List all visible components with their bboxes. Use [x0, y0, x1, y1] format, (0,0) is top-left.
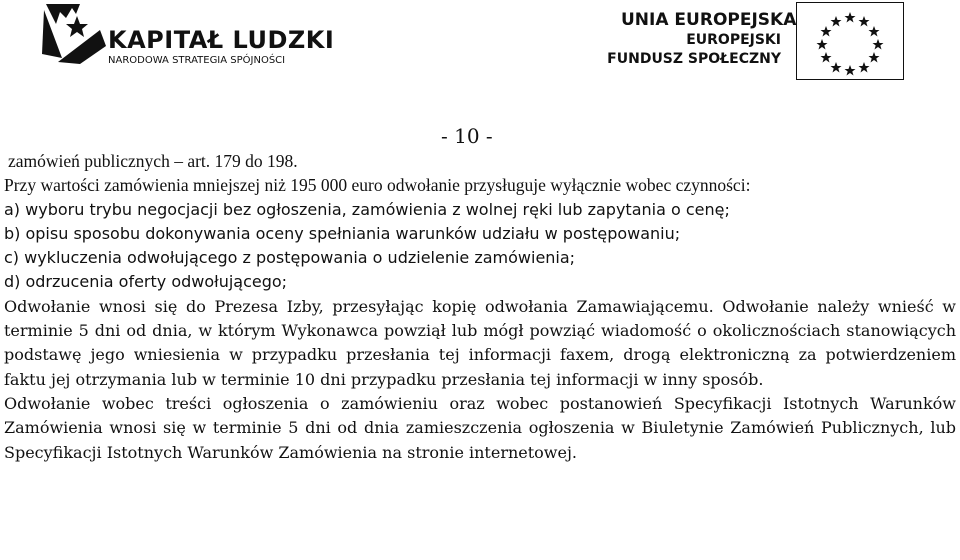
final-paragraph: Odwołanie wobec treści ogłoszenia o zamówieniu oraz wobec postanowień Specyfikacji Istotnych Warunków Zamówienia wnosi się w terminie 5 dni od dnia zamieszczenia ogłoszenia w Biuletynie Zamówień Publicznych, lub Specyfikacji Istotnych Warunków Zamówienia na stronie internetowej. [4, 393, 956, 462]
eu-flag-icon [796, 2, 904, 80]
page-header [0, 0, 960, 120]
kapital-ludzki-subtitle: NARODOWA STRATEGIA SPÓJNOŚCI [108, 55, 286, 66]
list-item: b) opisu sposobu dokonywania oceny spełniania warunków udziału w postępowaniu; [4, 223, 681, 243]
appeal-paragraph: Odwołanie wnosi się do Prezesa Izby, przesyłając kopię odwołania Zamawiającemu. Odwołanie należy wnieść w terminie 5 dni od dnia, w którym Wykonawca powziął lub mógł powziąć wiadomość o okolicznościach stanowiących podstawę jego wniesienia w przypadku przesłania tej informacji faxem, drogą elektroniczną za potwierdzeniem faktu jej otrzymania lub w terminie 10 dni przypadku przesłania tej informacji w inny sposób. [4, 296, 956, 389]
kapital-ludzki-logo-icon [40, 2, 108, 66]
kapital-ludzki-title: KAPITAŁ LUDZKI [108, 26, 335, 54]
list-item: a) wyboru trybu negocjacji bez ogłoszenia, zamówienia z wolnej ręki lub zapytania o cenę; [4, 199, 730, 219]
page-number: - 10 - [441, 124, 493, 148]
eu-fund-line1: EUROPEJSKI [686, 32, 781, 48]
eu-title: UNIA EUROPEJSKA [621, 10, 797, 30]
list-item: d) odrzucenia oferty odwołującego; [4, 272, 288, 292]
continuation-line: zamówień publicznych – art. 179 do 198. [8, 151, 298, 171]
list-item: c) wykluczenia odwołującego z postępowania o udzielenie zamówienia; [4, 248, 576, 268]
intro-paragraph: Przy wartości zamówienia mniejszej niż 195 000 euro odwołanie przysługuje wyłącznie wobec czynności: [4, 175, 751, 196]
eu-fund-line2: FUNDUSZ SPOŁECZNY [607, 51, 781, 67]
document-body [4, 149, 956, 465]
